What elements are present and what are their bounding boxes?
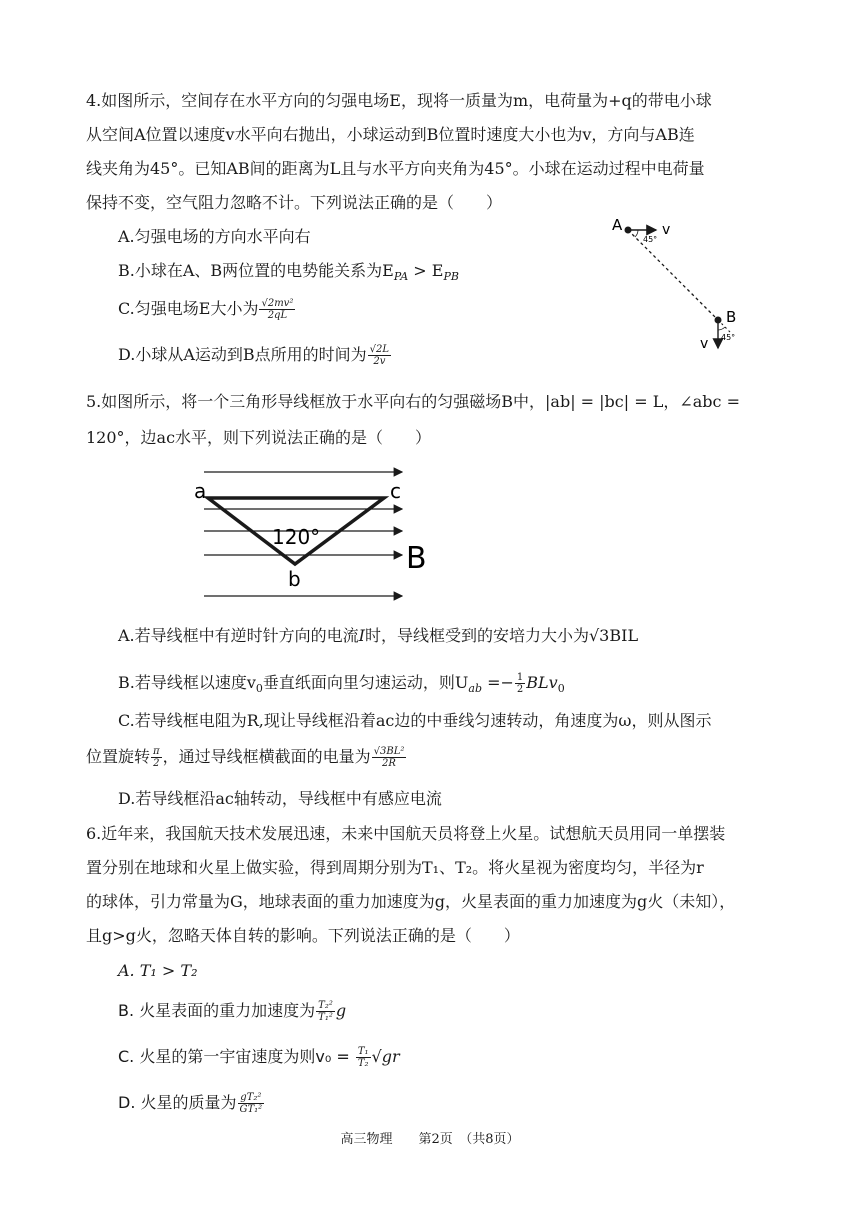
q6-option-c — [118, 1046, 400, 1069]
q6-option-b-num: T₂² — [318, 1000, 333, 1011]
q6-option-b-text: B. 火星表面的重力加速度为 — [118, 1001, 316, 1020]
q4-label-a: A — [612, 216, 623, 234]
q4-option-c-den: 2qL — [267, 310, 288, 321]
q6-option-d-text: D. 火星的质量为 — [118, 1093, 237, 1112]
q4-figure — [600, 210, 760, 360]
q4-option-b — [118, 260, 459, 288]
q5-stem-line1: 5.如图所示，将一个三角形导线框放于水平向右的匀强磁场B中，|ab| = |bc| = L，∠abc = — [86, 392, 740, 411]
q4-ab-dashed-line — [628, 230, 718, 320]
q4-stem-line4: 保持不变，空气阻力忽略不计。下列说法正确的是（ ） — [86, 193, 503, 212]
q6-option-c-den: T₂ — [357, 1058, 369, 1069]
q5-label-c: c — [390, 479, 401, 503]
q5-option-b-mid: 垂直纸面向里匀速运动，则U — [262, 673, 469, 692]
q5-option-a-tail: 时，导线框受到的安培力大小为√3BIL — [364, 626, 639, 645]
q5-option-b-num: 1 — [516, 672, 524, 683]
q5-option-c-mid: ，通过导线框横截面的电量为 — [162, 747, 371, 766]
q5-option-b-fraction — [515, 672, 525, 695]
q5-option-c-line1: C.若导线框电阻为R,现让导线框沿着ac边的中垂线匀速转动，角速度为ω，则从图示 — [118, 711, 712, 730]
q6-option-c-text: C. 火星的第一宇宙速度为则v₀ = — [118, 1047, 355, 1066]
q5-angle-label: 120° — [272, 525, 321, 549]
q6-option-d-fraction — [238, 1092, 265, 1115]
q4-option-b-sub2: PB — [443, 270, 459, 284]
q5-option-c-text: 位置旋转 — [86, 747, 151, 766]
q6-option-a: A. T₁ > T₂ — [118, 961, 198, 980]
q5-option-b-eq: =− — [482, 673, 514, 692]
q5-option-c-angle-fraction — [151, 746, 162, 769]
q4-option-d-text: D.小球从A运动到B点所用的时间为 — [118, 345, 367, 364]
q5-option-c-angle-den: 2 — [153, 758, 160, 769]
q4-label-v1: v — [662, 222, 671, 238]
q6-option-b-den: T₁² — [318, 1012, 333, 1023]
q6-stem-line2: 置分别在地球和火星上做实验，得到周期分别为T₁、T₂。将火星视为密度均匀，半径为r — [86, 858, 704, 877]
q5-option-c-line2 — [86, 746, 407, 769]
q6-stem-line4: 且g>g火，忽略天体自转的影响。下列说法正确的是（ ） — [86, 926, 520, 945]
q4-option-c-text: C.匀强电场E大小为 — [118, 299, 259, 318]
q4-stem-line2: 从空间A位置以速度v水平向右抛出，小球运动到B位置时速度大小也为v，方向与AB连 — [86, 125, 695, 144]
page-footer: 高三物理 第2页 （共8页） — [340, 1132, 520, 1147]
q4-angle-label-a: 45° — [643, 235, 658, 244]
q5-option-a — [118, 625, 638, 647]
q4-angle-label-b: 45° — [721, 333, 736, 342]
q5-option-a-text: A.若导线框中有逆时针方向的电流 — [118, 626, 359, 645]
q6-option-c-num: T₁ — [357, 1046, 369, 1057]
q4-option-d-den: 2v — [373, 356, 386, 367]
q5-stem-line2: 120°，边ac水平，则下列说法正确的是（ ） — [86, 428, 432, 447]
q4-option-d — [118, 344, 392, 367]
q4-option-b-gt: > E — [408, 261, 444, 280]
q5-option-b-den: 2 — [516, 684, 524, 695]
q5-option-b-sub2: ab — [468, 682, 482, 696]
q5-option-c-charge-num: √3BL² — [373, 746, 405, 757]
q5-option-b-text: B.若导线框以速度v — [118, 673, 256, 692]
q4-angle-arc-b — [718, 327, 725, 330]
q5-option-c-charge-fraction — [372, 746, 407, 769]
q5-option-c-angle-num: π — [153, 746, 160, 757]
q6-stem-line1: 6.近年来，我国航天技术发展迅速，未来中国航天员将登上火星。试想航天员用同一单摆装 — [86, 824, 726, 843]
q4-option-b-sub1: PA — [393, 270, 409, 284]
q6-option-d — [118, 1092, 265, 1115]
q6-stem-line3: 的球体，引力常量为G，地球表面的重力加速度为g，火星表面的重力加速度为g火（未知）， — [86, 892, 736, 911]
q5-option-a-current: I — [358, 626, 365, 645]
q5-option-c-charge-den: 2R — [382, 758, 396, 769]
q5-label-a: a — [194, 479, 207, 503]
q5-figure — [190, 460, 430, 605]
q6-option-d-num: gT₂² — [238, 1092, 265, 1104]
q4-option-c — [118, 298, 296, 321]
q4-angle-arc-a — [635, 230, 638, 237]
q6-option-c-tail: √gr — [371, 1047, 400, 1066]
q6-option-b — [118, 1000, 346, 1023]
q4-option-c-num: √2mv² — [261, 298, 294, 309]
q4-option-d-num: √2L — [369, 344, 390, 355]
q5-option-b-sub: 0 — [255, 682, 263, 696]
q5-label-b: b — [288, 567, 301, 591]
q6-option-b-fraction — [316, 1000, 335, 1023]
q6-option-b-tail: g — [335, 1001, 347, 1020]
q5-option-b-tail: BLv — [526, 673, 558, 692]
q5-option-d: D.若导线框沿ac轴转动，导线框中有感应电流 — [118, 789, 442, 808]
q5-option-b — [118, 672, 565, 700]
q4-stem-line3: 线夹角为45°。已知AB间的距离为L且与水平方向夹角为45°。小球在运动过程中电荷量 — [86, 159, 705, 178]
q4-option-c-fraction — [259, 298, 295, 321]
q4-option-d-fraction — [368, 344, 391, 367]
q4-option-a: A.匀强电场的方向水平向右 — [118, 227, 311, 246]
q5-option-b-sub3: 0 — [557, 682, 565, 696]
q4-stem-line1: 4.如图所示，空间存在水平方向的匀强电场E，现将一质量为m，电荷量为+q的带电小球 — [86, 91, 712, 110]
q4-label-b: B — [726, 308, 737, 326]
q6-option-d-den: GT₁² — [239, 1104, 263, 1115]
q5-field-label-b: B — [406, 541, 427, 576]
q4-option-b-text: B.小球在A、B两位置的电势能关系为E — [118, 261, 394, 280]
q6-option-c-fraction — [356, 1046, 371, 1069]
q4-label-v2: v — [700, 336, 709, 352]
